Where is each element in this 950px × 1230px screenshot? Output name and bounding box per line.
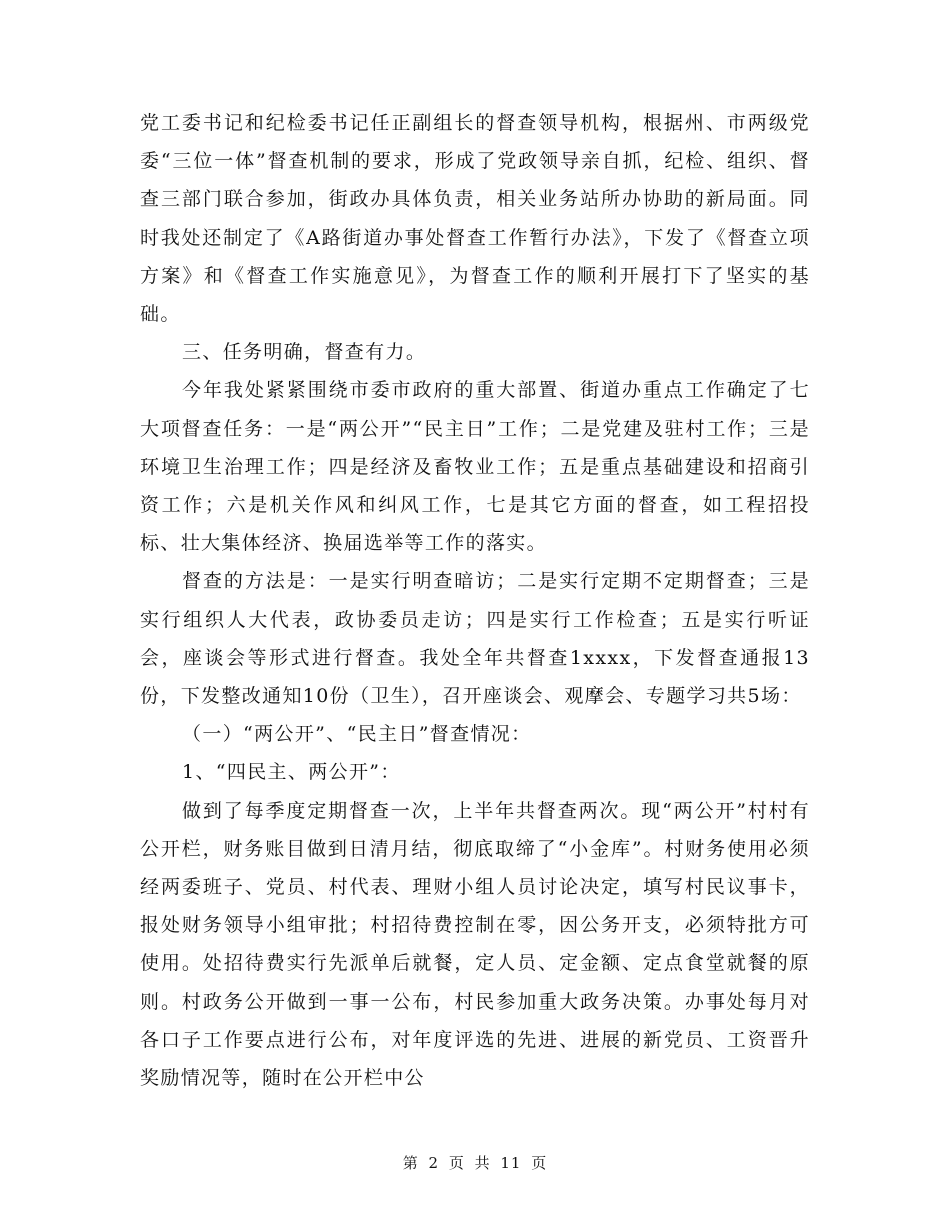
section-heading-tasks: 三、任务明确，督查有力。 [182, 341, 427, 364]
subheading-two-publics: （一）“两公开”、“民主日”督查情况： [182, 723, 532, 746]
paragraph-quarterly-inspection: 做到了每季度定期督查一次，上半年共督查两次。现“两公开”村村有公开栏，财务账目做到日清月结，彻底取缔了“小金库”。村财务使用必须经两委班子、党员、村代表、理财小组人员讨论决定，填写村民议事卡，报处财务领导小组审批；村招待费控制在零，因公务开支，必须特批方可使用。处招待费实行先派单后就餐，定人员、定金额、定点食堂就餐的原则。村政务公开做到一事一公布，村民参加重大政务决策。办事处每月对各口子工作要点进行公布，对年度评选的先进、进展的新党员、工资晋升奖励情况等，随时在公开栏中公 [140, 799, 810, 1090]
paragraph-methods: 督查的方法是：一是实行明查暗访；二是实行定期不定期督查；三是实行组织人大代表，政协委员走访；四是实行工作检查；五是实行听证会，座谈会等形式进行督查。我处全年共督查1xxxx，下发督查通报13份，下发整改通知10份（卫生），召开座谈会、观摩会、专题学习共5场： [140, 570, 810, 708]
paragraph-seven-tasks: 今年我处紧紧围绕市委市政府的重大部置、街道办重点工作确定了七大项督查任务：一是“两公开”“民主日”工作；二是党建及驻村工作；三是环境卫生治理工作；四是经济及畜牧业工作；五是重点基础建设和招商引资工作；六是机关作风和纠风工作，七是其它方面的督查，如工程招投标、壮大集体经济、换届选举等工作的落实。 [140, 379, 810, 555]
subheading-four-democracy: 1、“四民主、两公开”： [182, 761, 401, 784]
page-number-footer: 第 2 页 共 11 页 [402, 1154, 548, 1172]
document-body [140, 104, 810, 1097]
paragraph-leadership-mechanism: 党工委书记和纪检委书记任正副组长的督查领导机构，根据州、市两级党委“三位一体”督查机制的要求，形成了党政领导亲自抓，纪检、组织、督查三部门联合参加，街政办具体负责，相关业务站所办协助的新局面。同时我处还制定了《A路街道办事处督查工作暂行办法》，下发了《督查立项方案》和《督查工作实施意见》，为督查工作的顺利开展打下了坚实的基础。 [140, 112, 810, 326]
